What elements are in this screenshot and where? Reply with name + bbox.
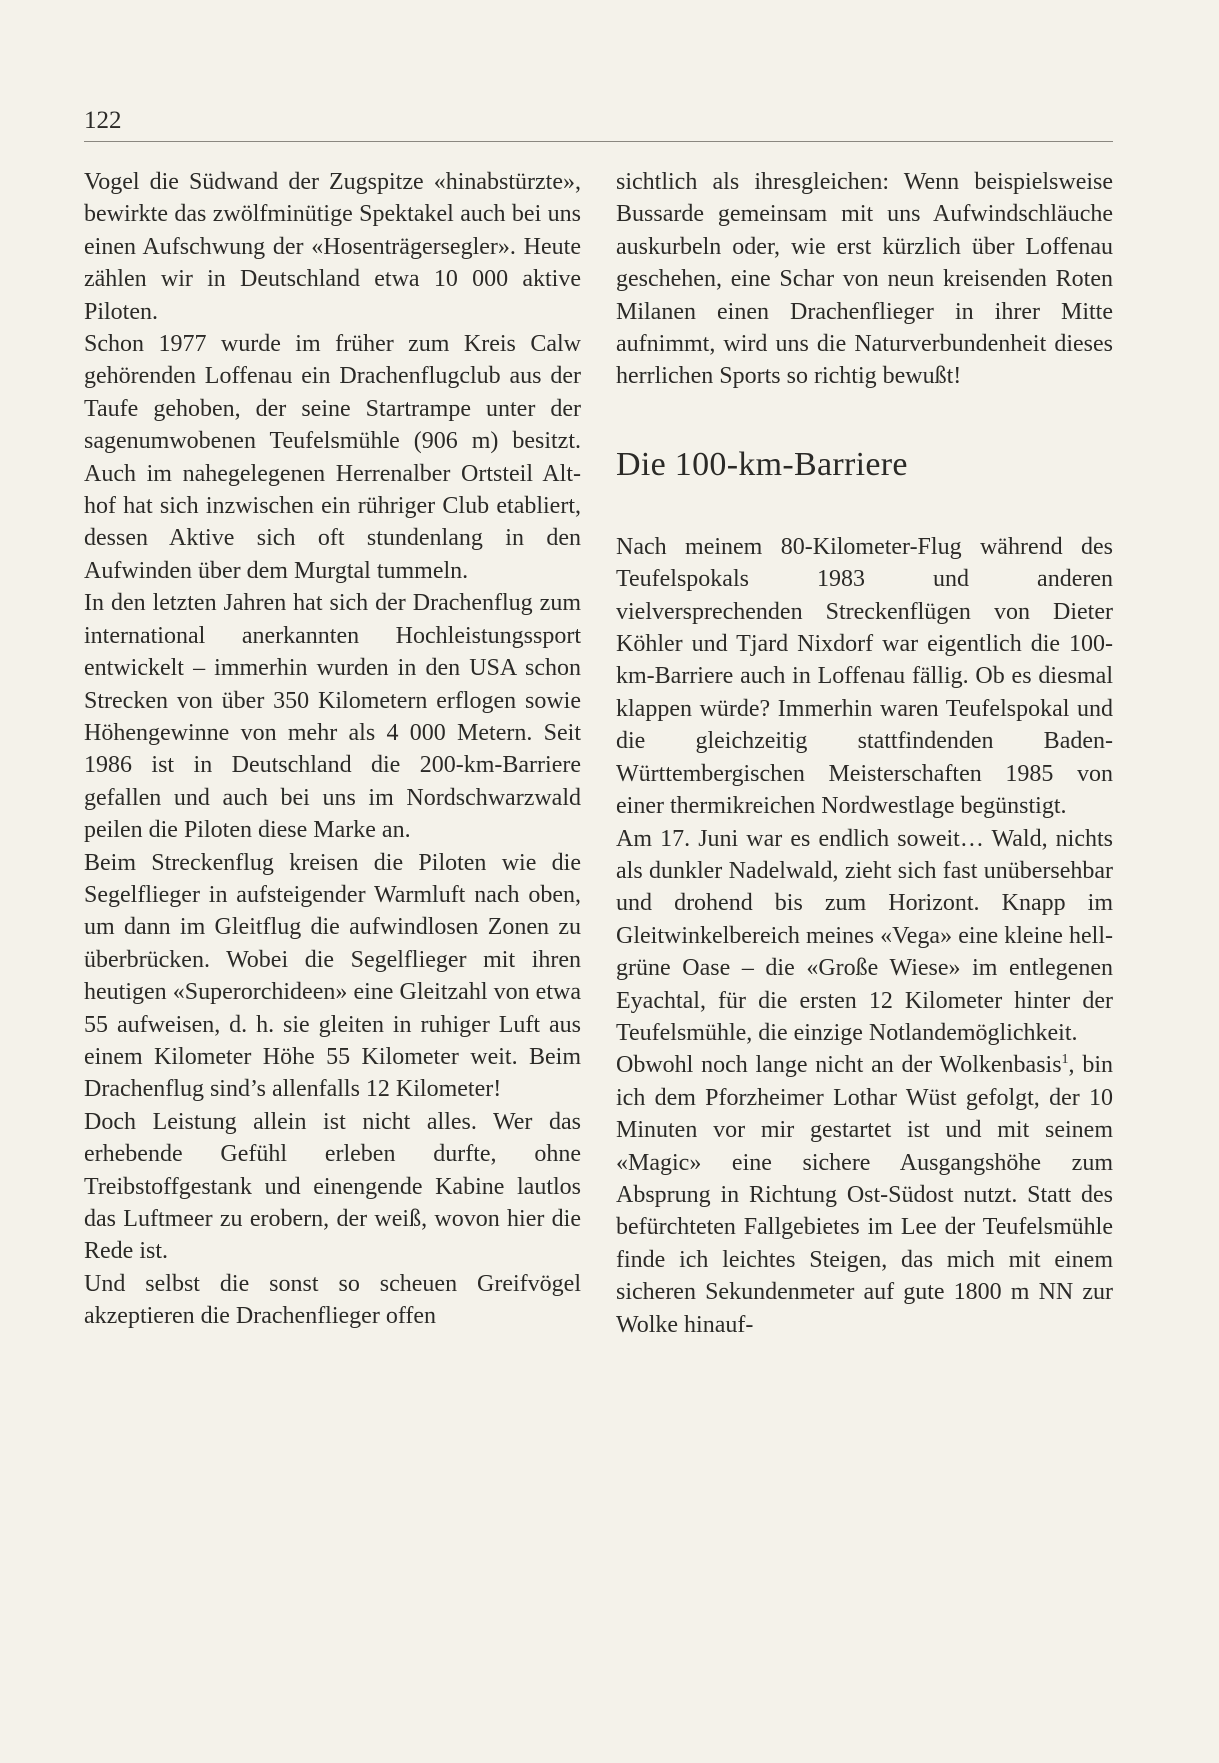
paragraph: Nach meinem 80-Kilometer-Flug während des Teufelspokals 1983 und anderen vielversprechenden Streckenflügen von Dieter Köhler und Tjard Nixdorf war eigentlich die 100-km-Barriere auch in Loffenau fällig. Ob es diesmal klappen würde? Immerhin waren Teufelspokal und die gleichzeitig stattfindenden Baden-Württembergischen Meisterschaften 1985 von einer thermikreichen Nordwestlage begünstigt. bbox=[616, 533, 1113, 820]
header-divider bbox=[84, 141, 1113, 142]
paragraph-text: , bin ich dem Pforzheimer Lothar Wüst gefolgt, der 10 Minuten vor mir gestartet ist und mit seinem «Magic» eine sichere Ausgangshöhe zum Absprung in Richtung Ost-Südost nutzt. Statt des befürchteten Fallgebietes im Lee der Teufelsmühle finde ich leichtes Steigen, das mich mit einem sicheren Sekundenmeter auf gute 1800 m NN zur Wolke hinauf- bbox=[616, 1052, 1113, 1338]
paragraph: Schon 1977 wurde im früher zum Kreis Calw gehörenden Loffenau ein Drachenflugclub aus der Taufe gehoben, der seine Startrampe unter der sagenumwobenen Teufelsmühle (906 m) besitzt. Auch im nahegelegenen Herrenalber Ortsteil Althof hat sich inzwischen ein rühriger Club etabliert, dessen Aktive sich oft stundenlang in den Aufwinden über dem Murgtal tummeln. bbox=[84, 331, 581, 584]
left-column bbox=[84, 166, 581, 1333]
paragraph: In den letzten Jahren hat sich der Drachenflug zum international anerkannten Hochleistungssport entwickelt – immerhin wurden in den USA schon Strecken von über 350 Kilometern erflogen sowie Höhengewinne von mehr als 4 000 Metern. Seit 1986 ist in Deutschland die 200-km-Barriere gefallen und auch bei uns im Nordschwarzwald peilen die Piloten diese Marke an. bbox=[84, 590, 581, 844]
paragraph bbox=[616, 1049, 1113, 1341]
paragraph: sichtlich als ihresgleichen: Wenn beispielsweise Bussarde gemeinsam mit uns Aufwindschläuche auskurbeln oder, wie erst kürzlich über Loffenau geschehen, eine Schar von neun kreisenden Roten Milanen einen Drachenflieger in ihrer Mitte aufnimmt, wird uns die Naturverbundenheit dieses herrlichen Sports so richtig bewußt! bbox=[616, 169, 1113, 390]
paragraph-text: Obwohl noch lange nicht an der Wolkenbasis bbox=[616, 1052, 1062, 1079]
paragraph: Am 17. Juni war es endlich soweit… Wald, nichts als dunkler Nadelwald, zieht sich fast unübersehbar und drohend bis zum Horizont. Knapp im Gleitwinkelbereich meines «Vega» eine kleine hellgrüne Oase – die «Große Wiese» im entlegenen Eyachtal, für die ersten 12 Kilometer hinter der Teufelsmühle, die einzige Notlandemöglichkeit. bbox=[616, 825, 1113, 1046]
right-column bbox=[616, 166, 1113, 1341]
page-number: 122 bbox=[84, 107, 122, 134]
paragraph: Vogel die Südwand der Zugspitze «hinabstürzte», bewirkte das zwölfminütige Spektakel auch bei uns einen Aufschwung der «Hosenträgersegler». Heute zählen wir in Deutschland etwa 10 000 aktive Piloten. bbox=[84, 169, 581, 325]
paragraph: Beim Streckenflug kreisen die Piloten wie die Segelflieger in aufsteigender Warmluft nach oben, um dann im Gleitflug die aufwindlosen Zonen zu überbrücken. Wobei die Segelflieger mit ihren heutigen «Superorchideen» eine Gleitzahl von etwa 55 aufweisen, d. h. sie gleiten in ruhiger Luft aus einem Kilometer Höhe 55 Kilometer weit. Beim Drachenflug sind’s allenfalls 12 Kilometer! bbox=[84, 849, 581, 1103]
footnote-marker: 1 bbox=[1061, 1052, 1069, 1068]
paragraph: Doch Leistung allein ist nicht alles. Wer das erhebende Gefühl erleben durfte, ohne Treibstoffgestank und einengende Kabine lautlos das Luftmeer zu erobern, der weiß, wovon hier die Rede ist. bbox=[84, 1108, 581, 1265]
section-heading: Die 100-km-Barriere bbox=[616, 445, 908, 483]
paragraph: Und selbst die sonst so scheuen Greifvögel akzeptieren die Drachenflieger offen bbox=[84, 1270, 581, 1330]
